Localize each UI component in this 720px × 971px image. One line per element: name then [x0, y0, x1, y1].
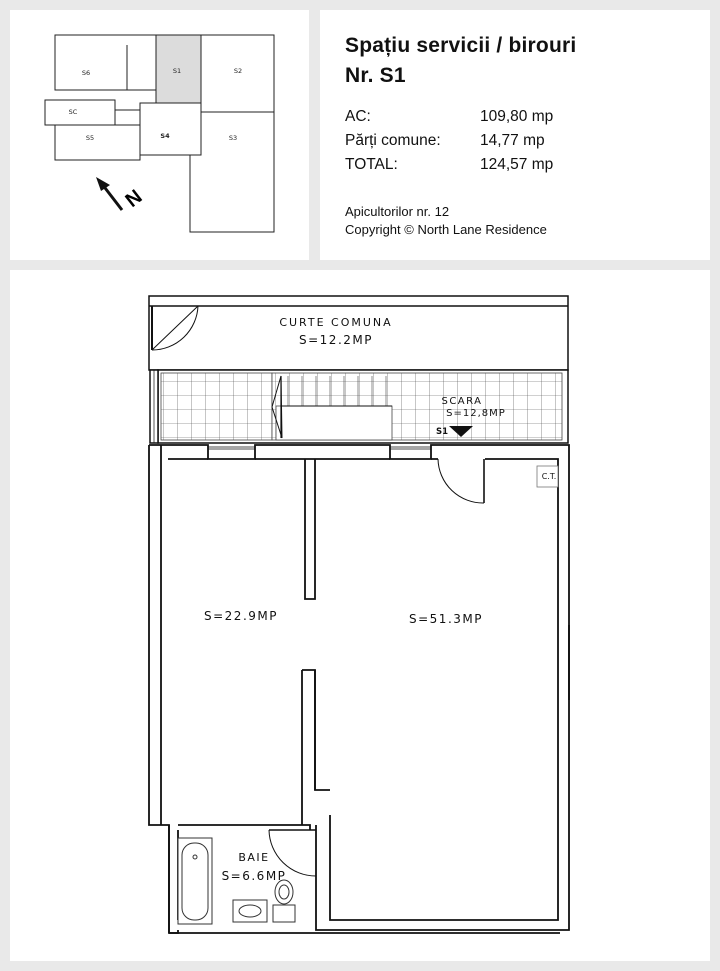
- stair-area-label: S=12,8MP: [446, 408, 506, 419]
- key-label-s4: S4: [160, 132, 170, 140]
- stair-name-label: SCARA: [441, 396, 483, 407]
- key-plan-panel: [10, 10, 309, 260]
- key-unit-s3: [190, 112, 274, 232]
- north-label: N: [121, 185, 147, 212]
- room-left-area-label: S=22.9MP: [204, 609, 278, 623]
- sink-icon: [233, 900, 267, 922]
- north-arrow-icon: [96, 177, 146, 212]
- key-plan-drawing: [10, 10, 309, 260]
- courtyard-area-label: S=12.2MP: [299, 333, 373, 347]
- key-unit-s6: [55, 35, 156, 90]
- entrance-label: S1: [435, 427, 449, 437]
- bath-area-label: S=6.6MP: [221, 869, 287, 883]
- unit-number-title: Nr. S1: [345, 64, 406, 87]
- window-marks: [208, 447, 431, 449]
- toilet-icon: [273, 880, 295, 922]
- key-unit-s4: [140, 103, 201, 155]
- area-value: 14,77 mp: [480, 132, 545, 149]
- area-value: 124,57 mp: [480, 156, 554, 173]
- courtyard-name-label: CURTE COMUNA: [279, 316, 393, 329]
- bathtub-icon: [178, 838, 212, 924]
- key-label-sc: SC: [68, 108, 78, 116]
- area-row-common: [345, 132, 545, 150]
- area-label: TOTAL:: [345, 156, 398, 173]
- stair-area: [150, 370, 568, 443]
- floor-plan-panel: [10, 270, 710, 961]
- area-value: 109,80 mp: [480, 108, 554, 125]
- area-label: AC:: [345, 108, 371, 125]
- bath-name-label: BAIE: [238, 851, 270, 864]
- floor-plan-drawing: [10, 270, 710, 961]
- key-label-s5: S5: [85, 134, 95, 142]
- address-text: Apicultorilor nr. 12: [345, 204, 450, 219]
- key-unit-s5: [55, 125, 140, 160]
- key-label-s1: S1: [172, 67, 182, 75]
- copyright-text: Copyright © North Lane Residence: [345, 222, 547, 237]
- key-label-s6: S6: [81, 69, 91, 77]
- info-panel: [320, 10, 710, 260]
- area-label: Părți comune:: [345, 132, 441, 149]
- key-label-s3: S3: [228, 134, 238, 142]
- area-row-ac: [345, 108, 554, 126]
- area-row-total: [345, 156, 554, 174]
- ct-label: C.T.: [541, 472, 557, 481]
- key-label-s2: S2: [233, 67, 243, 75]
- entry-door: [438, 459, 484, 503]
- unit-type-title: Spațiu servicii / birouri: [345, 34, 577, 57]
- room-right-area-label: S=51.3MP: [409, 612, 483, 626]
- key-unit-sc: [45, 100, 115, 125]
